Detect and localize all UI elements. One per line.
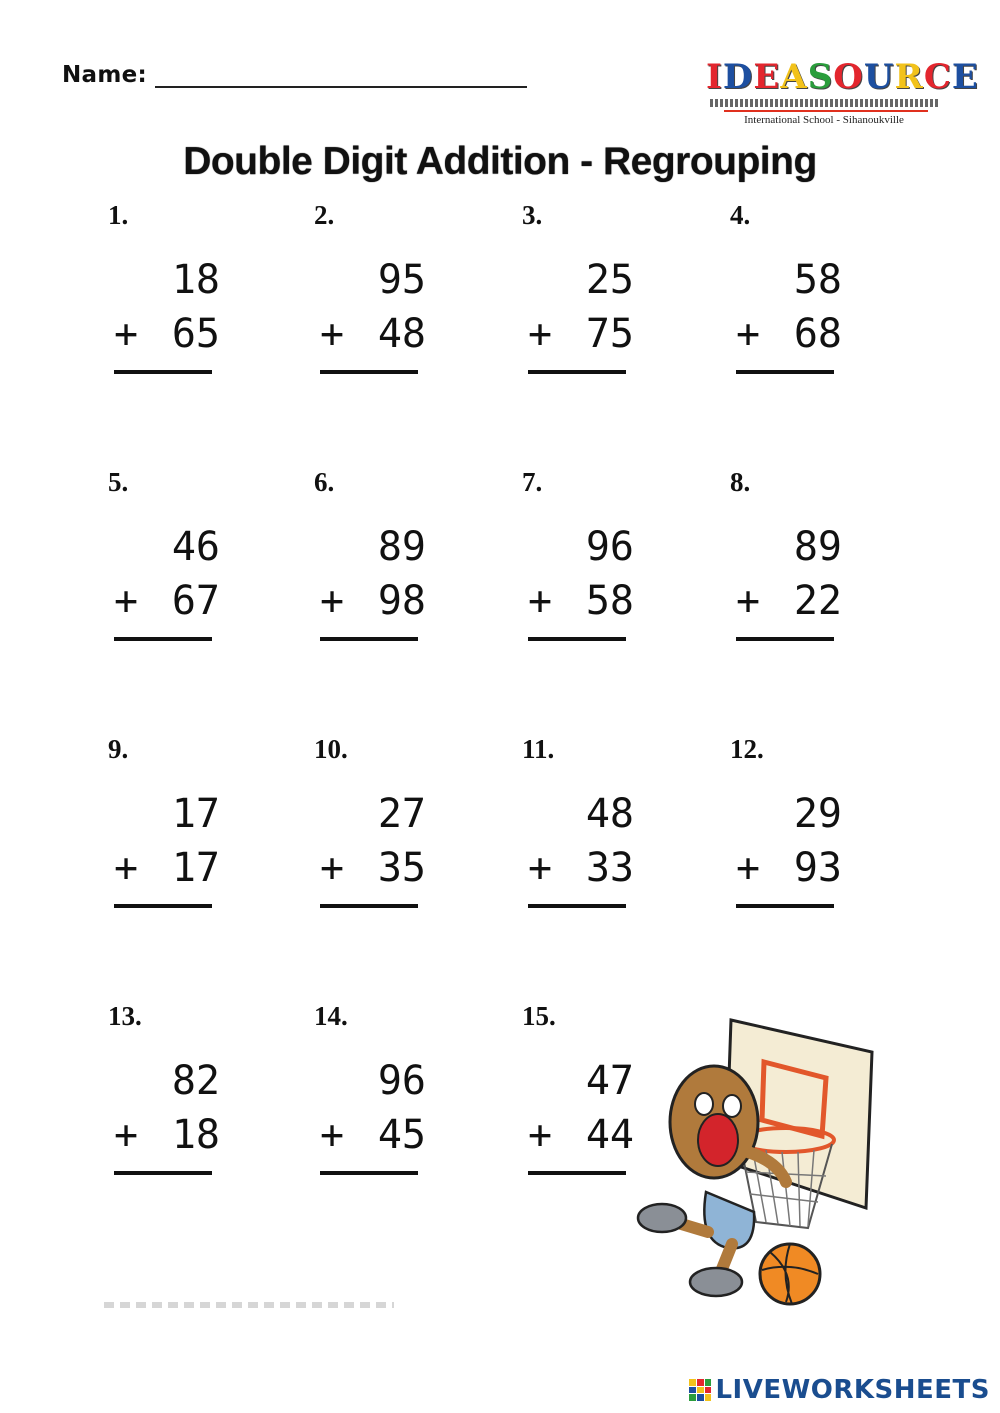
first-addend: 58 — [793, 257, 842, 303]
second-addend: 68 — [793, 311, 842, 357]
first-addend: 47 — [585, 1058, 634, 1104]
first-addend: 96 — [377, 1058, 426, 1104]
addition-problem — [108, 734, 268, 934]
second-addend-row — [736, 846, 842, 890]
plus-operator: + — [528, 1112, 553, 1158]
second-addend: 45 — [377, 1112, 426, 1158]
second-addend-row — [114, 1113, 220, 1157]
problem-number: 14. — [314, 1001, 348, 1031]
problem-number: 7. — [522, 467, 543, 497]
second-addend-row — [114, 846, 220, 890]
addition-problem — [522, 200, 682, 400]
answer-line[interactable] — [114, 637, 212, 641]
plus-operator: + — [736, 578, 761, 624]
first-addend: 18 — [171, 257, 220, 303]
answer-line[interactable] — [528, 637, 626, 641]
plus-operator: + — [528, 578, 553, 624]
addition-problem — [730, 200, 890, 400]
second-addend-row — [736, 579, 842, 623]
second-addend-row — [114, 312, 220, 356]
plus-operator: + — [736, 311, 761, 357]
addition-problem — [522, 467, 682, 667]
addition-problem — [108, 200, 268, 400]
second-addend: 65 — [171, 311, 220, 357]
answer-line[interactable] — [114, 370, 212, 374]
second-addend: 22 — [793, 578, 842, 624]
second-addend: 18 — [171, 1112, 220, 1158]
second-addend-row — [528, 312, 634, 356]
plus-operator: + — [320, 1112, 345, 1158]
second-addend-row — [320, 1113, 426, 1157]
problem-number: 12. — [730, 734, 764, 764]
second-addend-row — [320, 579, 426, 623]
problem-number: 2. — [314, 200, 335, 230]
second-addend-row — [528, 1113, 634, 1157]
addition-problem — [314, 467, 474, 667]
second-addend: 98 — [377, 578, 426, 624]
logo-subtitle: International School - Sihanoukville — [744, 114, 904, 126]
problem-number: 4. — [730, 200, 751, 230]
addition-problem — [314, 734, 474, 934]
plus-operator: + — [528, 311, 553, 357]
problem-number: 1. — [108, 200, 129, 230]
school-logo — [706, 57, 979, 136]
second-addend-row — [320, 846, 426, 890]
plus-operator: + — [114, 578, 139, 624]
second-addend: 33 — [585, 845, 634, 891]
problem-number: 9. — [108, 734, 129, 764]
problem-number: 8. — [730, 467, 751, 497]
second-addend: 67 — [171, 578, 220, 624]
liveworksheets-brand — [689, 1375, 990, 1405]
second-addend-row — [528, 579, 634, 623]
answer-line[interactable] — [320, 370, 418, 374]
basketball-player-icon — [636, 1012, 886, 1312]
first-addend: 89 — [377, 524, 426, 570]
second-addend: 17 — [171, 845, 220, 891]
answer-line[interactable] — [736, 637, 834, 641]
addition-problem — [314, 200, 474, 400]
answer-line[interactable] — [736, 370, 834, 374]
answer-line[interactable] — [114, 1171, 212, 1175]
plus-operator: + — [528, 845, 553, 891]
second-addend-row — [320, 312, 426, 356]
plus-operator: + — [114, 1112, 139, 1158]
plus-operator: + — [114, 845, 139, 891]
logo-wordmark: I D E A S O U R C E — [706, 57, 979, 97]
first-addend: 95 — [377, 257, 426, 303]
addition-problem — [314, 1001, 474, 1201]
addition-problem — [730, 467, 890, 667]
plus-operator: + — [320, 845, 345, 891]
answer-line[interactable] — [320, 637, 418, 641]
worksheet-title: Double Digit Addition - Regrouping — [183, 140, 817, 183]
liveworksheets-logo-icon — [689, 1379, 711, 1401]
plus-operator: + — [320, 311, 345, 357]
answer-line[interactable] — [528, 370, 626, 374]
problem-number: 15. — [522, 1001, 556, 1031]
plus-operator: + — [736, 845, 761, 891]
second-addend: 93 — [793, 845, 842, 891]
answer-line[interactable] — [736, 904, 834, 908]
second-addend-row — [528, 846, 634, 890]
addition-problem — [108, 1001, 268, 1201]
first-addend: 29 — [793, 791, 842, 837]
answer-line[interactable] — [114, 904, 212, 908]
answer-line[interactable] — [320, 1171, 418, 1175]
second-addend: 35 — [377, 845, 426, 891]
logo-divider — [724, 110, 928, 112]
problem-number: 5. — [108, 467, 129, 497]
second-addend: 48 — [377, 311, 426, 357]
plus-operator: + — [114, 311, 139, 357]
first-addend: 89 — [793, 524, 842, 570]
name-input-line[interactable] — [155, 62, 527, 88]
first-addend: 96 — [585, 524, 634, 570]
problem-number: 6. — [314, 467, 335, 497]
second-addend-row — [736, 312, 842, 356]
name-label: Name: — [62, 62, 148, 88]
first-addend: 48 — [585, 791, 634, 837]
addition-problem — [108, 467, 268, 667]
first-addend: 46 — [171, 524, 220, 570]
answer-line[interactable] — [528, 1171, 626, 1175]
second-addend: 75 — [585, 311, 634, 357]
answer-line[interactable] — [528, 904, 626, 908]
first-addend: 17 — [171, 791, 220, 837]
liveworksheets-wordmark: LIVEWORKSHEETS — [715, 1375, 990, 1405]
problem-number: 11. — [522, 734, 555, 764]
name-row — [62, 62, 527, 88]
second-addend-row — [114, 579, 220, 623]
problem-number: 3. — [522, 200, 543, 230]
second-addend: 44 — [585, 1112, 634, 1158]
answer-line[interactable] — [320, 904, 418, 908]
plus-operator: + — [320, 578, 345, 624]
faint-footer-text — [104, 1302, 394, 1308]
problem-number: 10. — [314, 734, 348, 764]
logo-khmer-text — [710, 99, 938, 107]
first-addend: 82 — [171, 1058, 220, 1104]
first-addend: 25 — [585, 257, 634, 303]
second-addend: 58 — [585, 578, 634, 624]
first-addend: 27 — [377, 791, 426, 837]
problem-number: 13. — [108, 1001, 142, 1031]
addition-problem — [730, 734, 890, 934]
addition-problem — [522, 734, 682, 934]
